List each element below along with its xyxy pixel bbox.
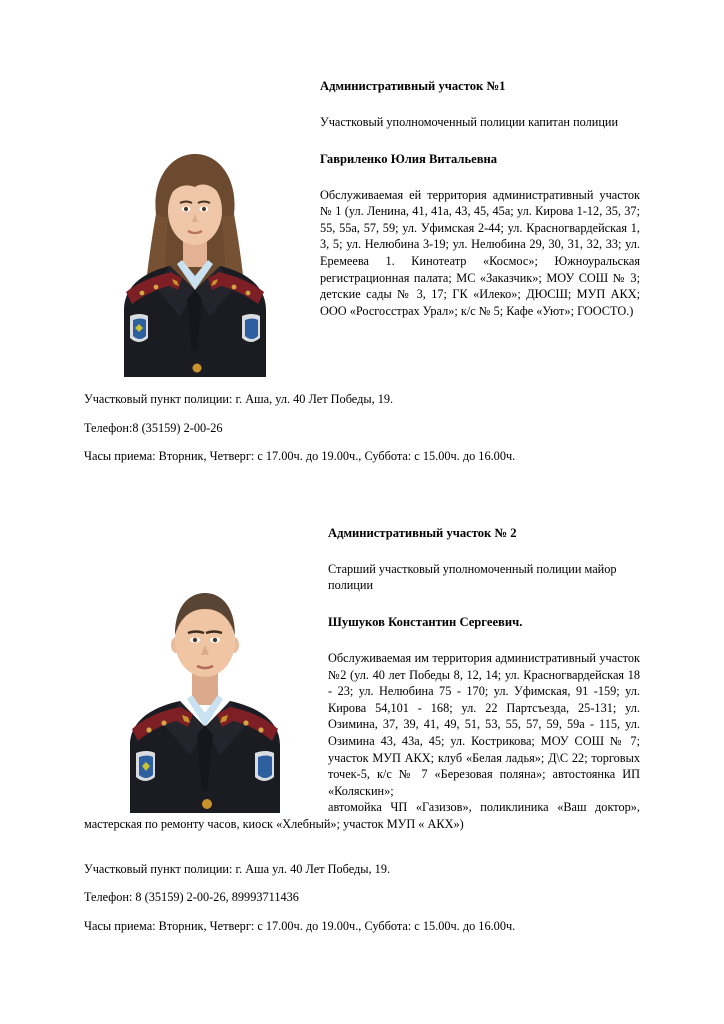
section-1-text — [320, 78, 640, 319]
section-2-heading: Административный участок № 2 — [328, 525, 517, 540]
section-1-heading: Административный участок №1 — [320, 79, 506, 93]
officer-portrait-female-image — [84, 140, 306, 377]
section-1-hours: Часы приема: Вторник, Четверг: с 17.00ч. до 19.00ч., Суббота: с 15.00ч. до 16.00ч. — [84, 449, 516, 464]
section-2-territory-tail: автомойка ЧП «Газизов», поликлиника «Ваш доктор», мастерская по ремонту часов, киоск «Хлебный»; участок МУП « АКХ») — [84, 800, 640, 831]
section-1-phone: Телефон:8 (35159) 2-00-26 — [84, 420, 223, 435]
section-2-rank: Старший участковый уполномоченный полиции майор полиции — [328, 561, 617, 593]
section-1-territory: Обслуживаемая ей территория административный участок № 1 (ул. Ленина, 41, 41а, 43, 45, 45а; ул. Кирова 1-12, 35, 37; 55, 55а, 57, 59; ул. Уфимская 2-44; ул. Красногвардейская 1, 3, 5; ул. Нелюбина 3-19; ул. Нелюбина 29, 30, 31, 32, 33; ул. Еремеева 1. Кинотеатр «Космос»; Южноуральская регистрационная палата; МС «Заказчик»; МОУ СОШ № 3; детские сады № 3, 17; ГК «Илеко»; ДЮСШ; МУП АКХ; ООО «Росгосстрах Урал»; к/с № 5; Кафе «Уют»; ГООСТО.) — [320, 187, 640, 318]
section-2-footer — [84, 861, 640, 935]
section-2-phone: Телефон: 8 (35159) 2-00-26, 89993711436 — [84, 890, 299, 905]
officer-photo-1 — [84, 140, 306, 377]
section-2-text — [328, 525, 640, 800]
section-1-rank: Участковый уполномоченный полиции капитан полиции — [320, 115, 619, 129]
section-2 — [84, 525, 640, 833]
section-2-hours: Часы приема: Вторник, Четверг: с 17.00ч. до 19.00ч., Суббота: с 15.00ч. до 16.00ч. — [84, 918, 516, 933]
section-1-footer — [84, 391, 640, 465]
section-1 — [84, 78, 640, 377]
section-2-officer-name: Шушуков Константин Сергеевич. — [328, 614, 523, 629]
officer-photo-2 — [96, 573, 314, 813]
section-2-territory: Обслуживаемая им территория административный участок №2 (ул. 40 лет Победы 8, 12, 14; ул. Красногвардейская 18 - 23; ул. Нелюбина 75 - 170; ул. Уфимская, 91 -159; ул. Кирова 54,101 - 168; ул. 22 Партсъезда, 25-131; ул. Озимина, 37, 39, 41, 49, 51, 53, 55, 57, 59, 59а - 115, ул. Озимина 43, 43а, 45; ул. Кострикова; МОУ СОШ № 7; участок МУП АКХ; клуб «Белая ладья»; Д\С 22; торговых точек-5, к/с № 7 «Березовая поляна»; автостоянка ИП «Коляскин»; — [328, 650, 640, 798]
section-1-officer-name: Гавриленко Юлия Витальевна — [320, 151, 498, 166]
document-content — [84, 78, 640, 946]
section-2-station: Участковый пункт полиции: г. Аша ул. 40 Лет Победы, 19. — [84, 861, 391, 876]
officer-portrait-male-image — [96, 573, 314, 813]
section-1-station: Участковый пункт полиции: г. Аша, ул. 40 Лет Победы, 19. — [84, 392, 394, 406]
